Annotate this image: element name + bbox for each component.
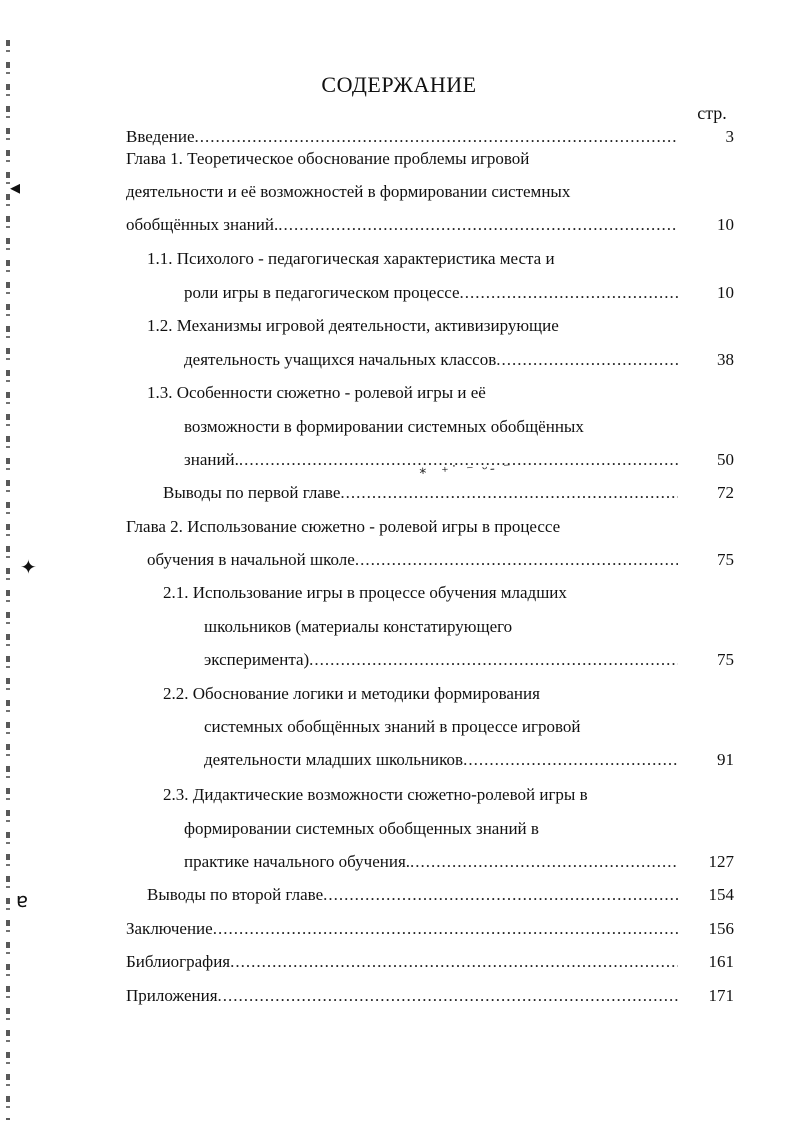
leader-dots bbox=[463, 749, 678, 771]
toc-page-number: 38 bbox=[717, 350, 734, 369]
toc-page-number: 154 bbox=[708, 885, 734, 904]
toc-page-number: 72 bbox=[717, 483, 734, 502]
leader-dots bbox=[213, 918, 678, 940]
toc-entry-chapter-2-line-1[interactable]: Глава 2. Использование сюжетно - ролевой игры в процессе bbox=[126, 517, 561, 536]
toc-entry-section-1-2-line-1[interactable]: 1.2. Механизмы игровой деятельности, активизирующие bbox=[147, 316, 559, 335]
toc-entry-chapter-1-line-1[interactable]: Глава 1. Теоретическое обоснование проблемы игровой bbox=[126, 149, 530, 168]
toc-entry-conclusion[interactable] bbox=[126, 918, 678, 940]
toc-entry-section-2-1-line-1[interactable]: 2.1. Использование игры в процессе обучения младших bbox=[163, 583, 567, 602]
leader-dots bbox=[195, 126, 678, 148]
toc-entry-appendices[interactable] bbox=[126, 985, 678, 1007]
scan-mark-icon: ◂ bbox=[10, 175, 21, 199]
toc-entry-section-1-3-line-2: возможности в формировании системных обобщённых bbox=[184, 417, 584, 436]
leader-dots bbox=[239, 449, 678, 471]
leader-dots bbox=[460, 282, 678, 304]
toc-entry-text: Выводы по второй главе bbox=[147, 885, 324, 904]
scan-edge-artifact bbox=[6, 40, 10, 1120]
toc-entry-section-1-3-line-1[interactable]: 1.3. Особенности сюжетно - ролевой игры и её bbox=[147, 383, 486, 402]
toc-page-number: 3 bbox=[725, 127, 734, 146]
toc-entry-section-1-2-line-2 bbox=[184, 349, 678, 371]
leader-dots bbox=[230, 951, 678, 973]
toc-entry-section-2-3-line-3 bbox=[184, 851, 678, 873]
leader-dots bbox=[218, 985, 678, 1007]
toc-entry-section-2-3-line-1[interactable]: 2.3. Дидактические возможности сюжетно-ролевой игры в bbox=[163, 785, 588, 804]
leader-dots bbox=[496, 349, 678, 371]
toc-page-number: 171 bbox=[708, 986, 734, 1005]
toc-page-number: 10 bbox=[717, 283, 734, 302]
toc-page-number: 75 bbox=[717, 650, 734, 669]
toc-entry-text: Библиография bbox=[126, 952, 231, 971]
toc-page-number: 156 bbox=[708, 919, 734, 938]
toc-entry-section-2-2-line-2: системных обобщённых знаний в процессе игровой bbox=[204, 717, 581, 736]
toc-entry-section-2-3-line-2: формировании системных обобщенных знаний в bbox=[184, 819, 539, 838]
toc-entry-section-2-1-line-2: школьников (материалы констатирующего bbox=[204, 617, 513, 636]
toc-page-number: 91 bbox=[717, 750, 734, 769]
scan-mark-icon: ✦ bbox=[20, 555, 37, 579]
toc-entry-chapter-1-conclusions[interactable] bbox=[163, 482, 678, 504]
leader-dots bbox=[323, 884, 678, 906]
toc-entry-section-1-1-line-2 bbox=[184, 282, 678, 304]
toc-page-number: 10 bbox=[717, 215, 734, 234]
leader-dots bbox=[410, 851, 678, 873]
toc-page-number: 161 bbox=[708, 952, 734, 971]
toc-page-number: 75 bbox=[717, 550, 734, 569]
toc-entry-text: обобщённых знаний. bbox=[126, 215, 279, 234]
leader-dots bbox=[309, 649, 678, 671]
toc-entry-text: знаний. bbox=[184, 450, 239, 469]
scan-noise: * ⁺˙ ⁻ ᵕ‐ ⁻ bbox=[419, 459, 514, 483]
toc-entry-introduction[interactable] bbox=[126, 126, 678, 148]
toc-entry-section-1-1-line-1[interactable]: 1.1. Психолого - педагогическая характеристика места и bbox=[147, 249, 555, 268]
toc-entry-text: Введение bbox=[126, 127, 195, 146]
toc-entry-text: деятельности младших школьников bbox=[204, 750, 464, 769]
toc-entry-bibliography[interactable] bbox=[126, 951, 678, 973]
leader-dots bbox=[355, 549, 678, 571]
toc-entry-text: практике начального обучения. bbox=[184, 852, 411, 871]
toc-entry-chapter-1-line-3 bbox=[126, 214, 678, 236]
toc-entry-text: обучения в начальной школе bbox=[147, 550, 355, 569]
toc-entry-section-2-2-line-3 bbox=[204, 749, 678, 771]
toc-entry-text: Выводы по первой главе bbox=[163, 483, 341, 502]
toc-entry-text: эксперимента) bbox=[204, 650, 310, 669]
toc-entry-chapter-2-conclusions[interactable] bbox=[147, 884, 678, 906]
toc-entry-text: Заключение bbox=[126, 919, 213, 938]
toc-entry-chapter-2-line-2 bbox=[147, 549, 678, 571]
toc-entry-text: Приложения bbox=[126, 986, 218, 1005]
toc-entry-chapter-1-line-2: деятельности и её возможностей в формировании системных bbox=[126, 182, 571, 201]
page-column-label: стр. bbox=[697, 103, 727, 123]
leader-dots bbox=[278, 214, 678, 236]
toc-entry-text: роли игры в педагогическом процессе bbox=[184, 283, 460, 302]
scan-mark-icon: ɐ bbox=[16, 888, 29, 912]
page-title: СОДЕРЖАНИЕ bbox=[321, 72, 477, 97]
toc-entry-section-2-2-line-1[interactable]: 2.2. Обоснование логики и методики формирования bbox=[163, 684, 540, 703]
toc-entry-section-2-1-line-3 bbox=[204, 649, 678, 671]
toc-page-number: 127 bbox=[708, 852, 734, 871]
toc-page-number: 50 bbox=[717, 450, 734, 469]
leader-dots bbox=[340, 482, 678, 504]
toc-entry-text: деятельность учащихся начальных классов bbox=[184, 350, 497, 369]
toc-entry-section-1-3-line-3 bbox=[184, 449, 678, 471]
